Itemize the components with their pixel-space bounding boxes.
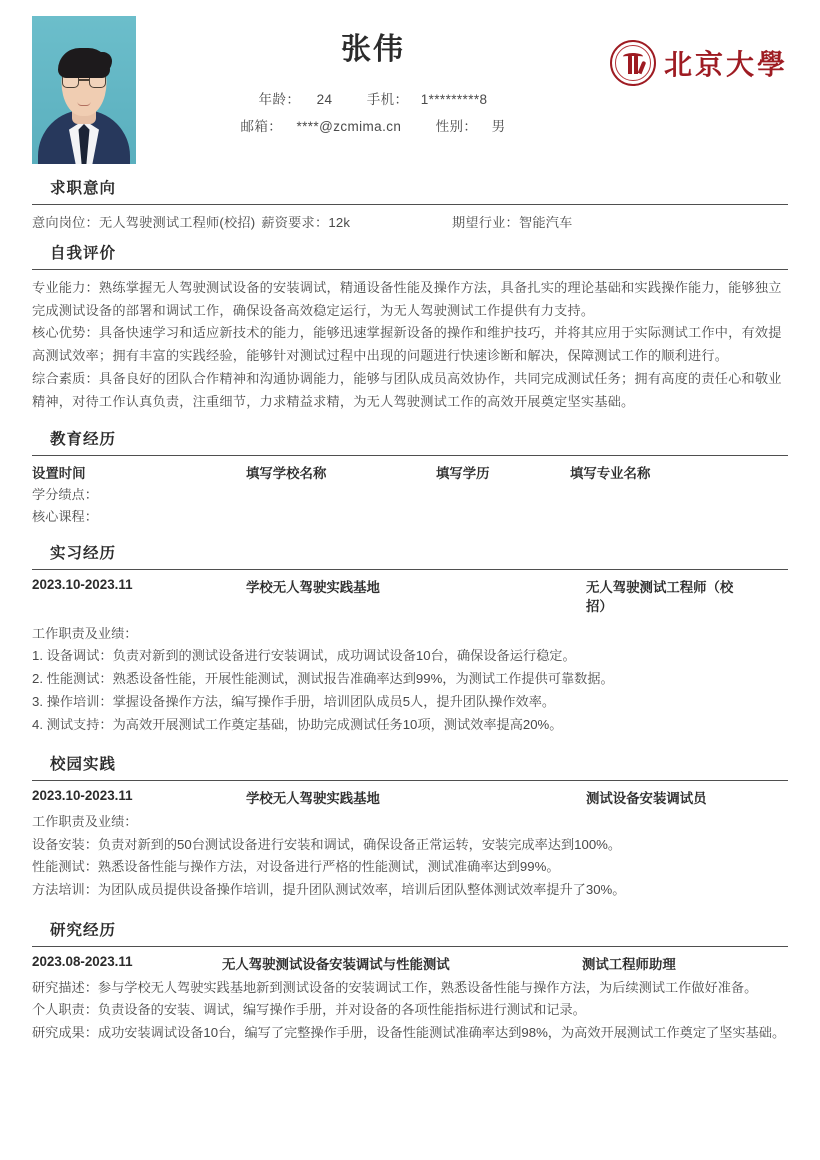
campus-body (32, 809, 788, 902)
salary-label: 薪资要求： (261, 215, 329, 230)
job-intent-position (32, 212, 452, 231)
self-evaluation-paragraph: 核心优势：具备快速学习和适应新技术的能力，能够迅速掌握新设备的操作和维护技巧，并将其应用于实际测试工作中，有效提高测试效率；拥有丰富的实践经验，能够针对测试过程中出现的问题进行快速诊断和解决，保障测试工作的顺利进行。 (32, 325, 782, 364)
job-intent-industry (452, 212, 788, 231)
internship-item: 4. 测试支持：为高效开展测试工作奠定基础，协助完成测试任务10项，测试效率提高20%。 (32, 716, 563, 732)
profile-photo (32, 16, 136, 164)
phone-field-label: 手机： (366, 92, 409, 107)
internship-role: 无人驾驶测试工程师（校招） (586, 579, 734, 614)
education-col-major: 填写专业名称 (570, 466, 651, 482)
internship-item: 2. 性能测试：熟悉设备性能，开展性能测试，测试报告准确率达到99%，为测试工作提供可靠数据。 (32, 671, 614, 687)
photo-mouth (78, 102, 91, 106)
campus-organization: 学校无人驾驶实践基地 (246, 791, 380, 807)
salary-value: 12k (328, 215, 351, 230)
internship-item: 3. 操作培训：掌握设备操作方法，编写操作手册，培训团队成员5人，提升团队操作效率。 (32, 693, 556, 709)
education-column-headers (32, 463, 788, 484)
phone-value: 1*********8 (420, 92, 488, 107)
section-campus-practice (32, 752, 788, 902)
campus-item: 性能测试：熟悉设备性能与操作方法，对设备进行严格的性能测试，测试准确率达到99%。 (32, 859, 560, 875)
age-field-label: 年龄： (258, 92, 301, 107)
email-field-label: 邮箱： (240, 119, 283, 134)
university-seal-icon (610, 40, 656, 86)
section-internship (32, 541, 788, 736)
internship-body (32, 617, 788, 736)
section-self-evaluation (32, 241, 788, 413)
campus-role: 测试设备安装调试员 (586, 791, 707, 807)
internship-organization: 学校无人驾驶实践基地 (246, 579, 380, 595)
education-col-degree: 填写学历 (436, 466, 490, 482)
internship-lead: 工作职责及业绩： (32, 625, 138, 641)
internship-item: 1. 设备调试：负责对新到的测试设备进行安装调试，成功调试设备10台，确保设备运行稳定。 (32, 648, 576, 664)
photo-background (32, 16, 136, 164)
section-title-self-evaluation: 自我评价 (50, 245, 117, 262)
contact-line-1 (136, 86, 610, 113)
divider (32, 569, 788, 570)
photo-hair (58, 48, 110, 78)
section-education (32, 427, 788, 527)
position-value: 无人驾驶测试工程师(校招) (98, 215, 256, 230)
education-courses: 核心课程： (32, 508, 98, 524)
campus-entry-header (32, 788, 788, 809)
section-research (32, 918, 788, 1045)
contact-line-2 (136, 113, 610, 140)
section-title-research: 研究经历 (50, 921, 117, 939)
research-topic: 无人驾驶测试设备安装调试与性能测试 (222, 956, 450, 972)
job-intent-row (32, 212, 788, 235)
education-col-time: 设置时间 (32, 466, 86, 482)
divider (32, 780, 788, 781)
research-entry-header (32, 954, 788, 975)
research-item: 研究成果：成功安装调试设备10台，编写了完整操作手册，设备性能测试准确率达到98%，为高效开展测试工作奠定了坚实基础。 (32, 1025, 786, 1041)
age-value: 24 (316, 92, 333, 107)
self-evaluation-paragraph: 专业能力：熟练掌握无人驾驶测试设备的安装调试，精通设备性能及操作方法，具备扎实的理论基础和实践操作能力，能够独立完成测试设备的部署和调试工作，确保设备高效稳定运行，为无人驾驶测试工作提供有力支持。 (32, 280, 782, 318)
divider (32, 455, 788, 456)
campus-item: 设备安装：负责对新到的50台测试设备进行安装和调试，确保设备正常运转，安装完成率达到100%。 (32, 836, 622, 852)
identity-block (136, 16, 610, 140)
gender-field-label: 性别： (435, 119, 478, 134)
candidate-name: 张伟 (340, 33, 405, 66)
campus-date: 2023.10-2023.11 (32, 788, 133, 804)
section-title-internship: 实习经历 (50, 544, 117, 562)
resume-header (32, 0, 788, 170)
education-gpa: 学分绩点： (32, 487, 98, 503)
internship-entry-header (32, 577, 788, 617)
internship-date: 2023.10-2023.11 (32, 576, 133, 592)
divider (32, 269, 788, 270)
campus-item: 方法培训：为团队成员提供设备操作培训，提升团队测试效率，培训后团队整体测试效率提升了30%。 (32, 882, 626, 898)
research-date: 2023.08-2023.11 (32, 953, 133, 969)
section-title-job-intent: 求职意向 (50, 180, 117, 197)
education-col-school: 填写学校名称 (246, 466, 327, 482)
research-body (32, 975, 788, 1045)
seal-emblem (622, 52, 644, 74)
university-name: 北京大學 (663, 50, 788, 81)
industry-label: 期望行业： (452, 215, 519, 230)
section-title-education: 教育经历 (50, 431, 117, 449)
research-item: 研究描述：参与学校无人驾驶实践基地新到测试设备的安装调试工作，熟悉设备性能与操作方法，为后续测试工作做好准备。 (32, 979, 758, 995)
self-evaluation-paragraph: 综合素质：具备良好的团队合作精神和沟通协调能力，能够与团队成员高效协作，共同完成测试任务；拥有高度的责任心和敬业精神，对待工作认真负责，注重细节，力求精益求精，为无人驾驶测试工作的高效开展奠定坚实基础。 (32, 370, 782, 409)
position-label: 意向岗位： (32, 215, 99, 230)
email-value: ****@zcmima.cn (296, 119, 402, 134)
divider (32, 204, 788, 205)
section-title-campus-practice: 校园实践 (50, 756, 117, 774)
research-item: 个人职责：负责设备的安装、调试，编写操作手册，并对设备的各项性能指标进行测试和记录。 (32, 1002, 586, 1018)
gender-value: 男 (491, 119, 506, 134)
industry-value: 智能汽车 (518, 215, 573, 230)
research-role: 测试工程师助理 (582, 956, 676, 972)
campus-lead: 工作职责及业绩： (32, 814, 138, 830)
section-job-intent (32, 176, 788, 235)
divider (32, 946, 788, 947)
university-logo (610, 16, 788, 86)
